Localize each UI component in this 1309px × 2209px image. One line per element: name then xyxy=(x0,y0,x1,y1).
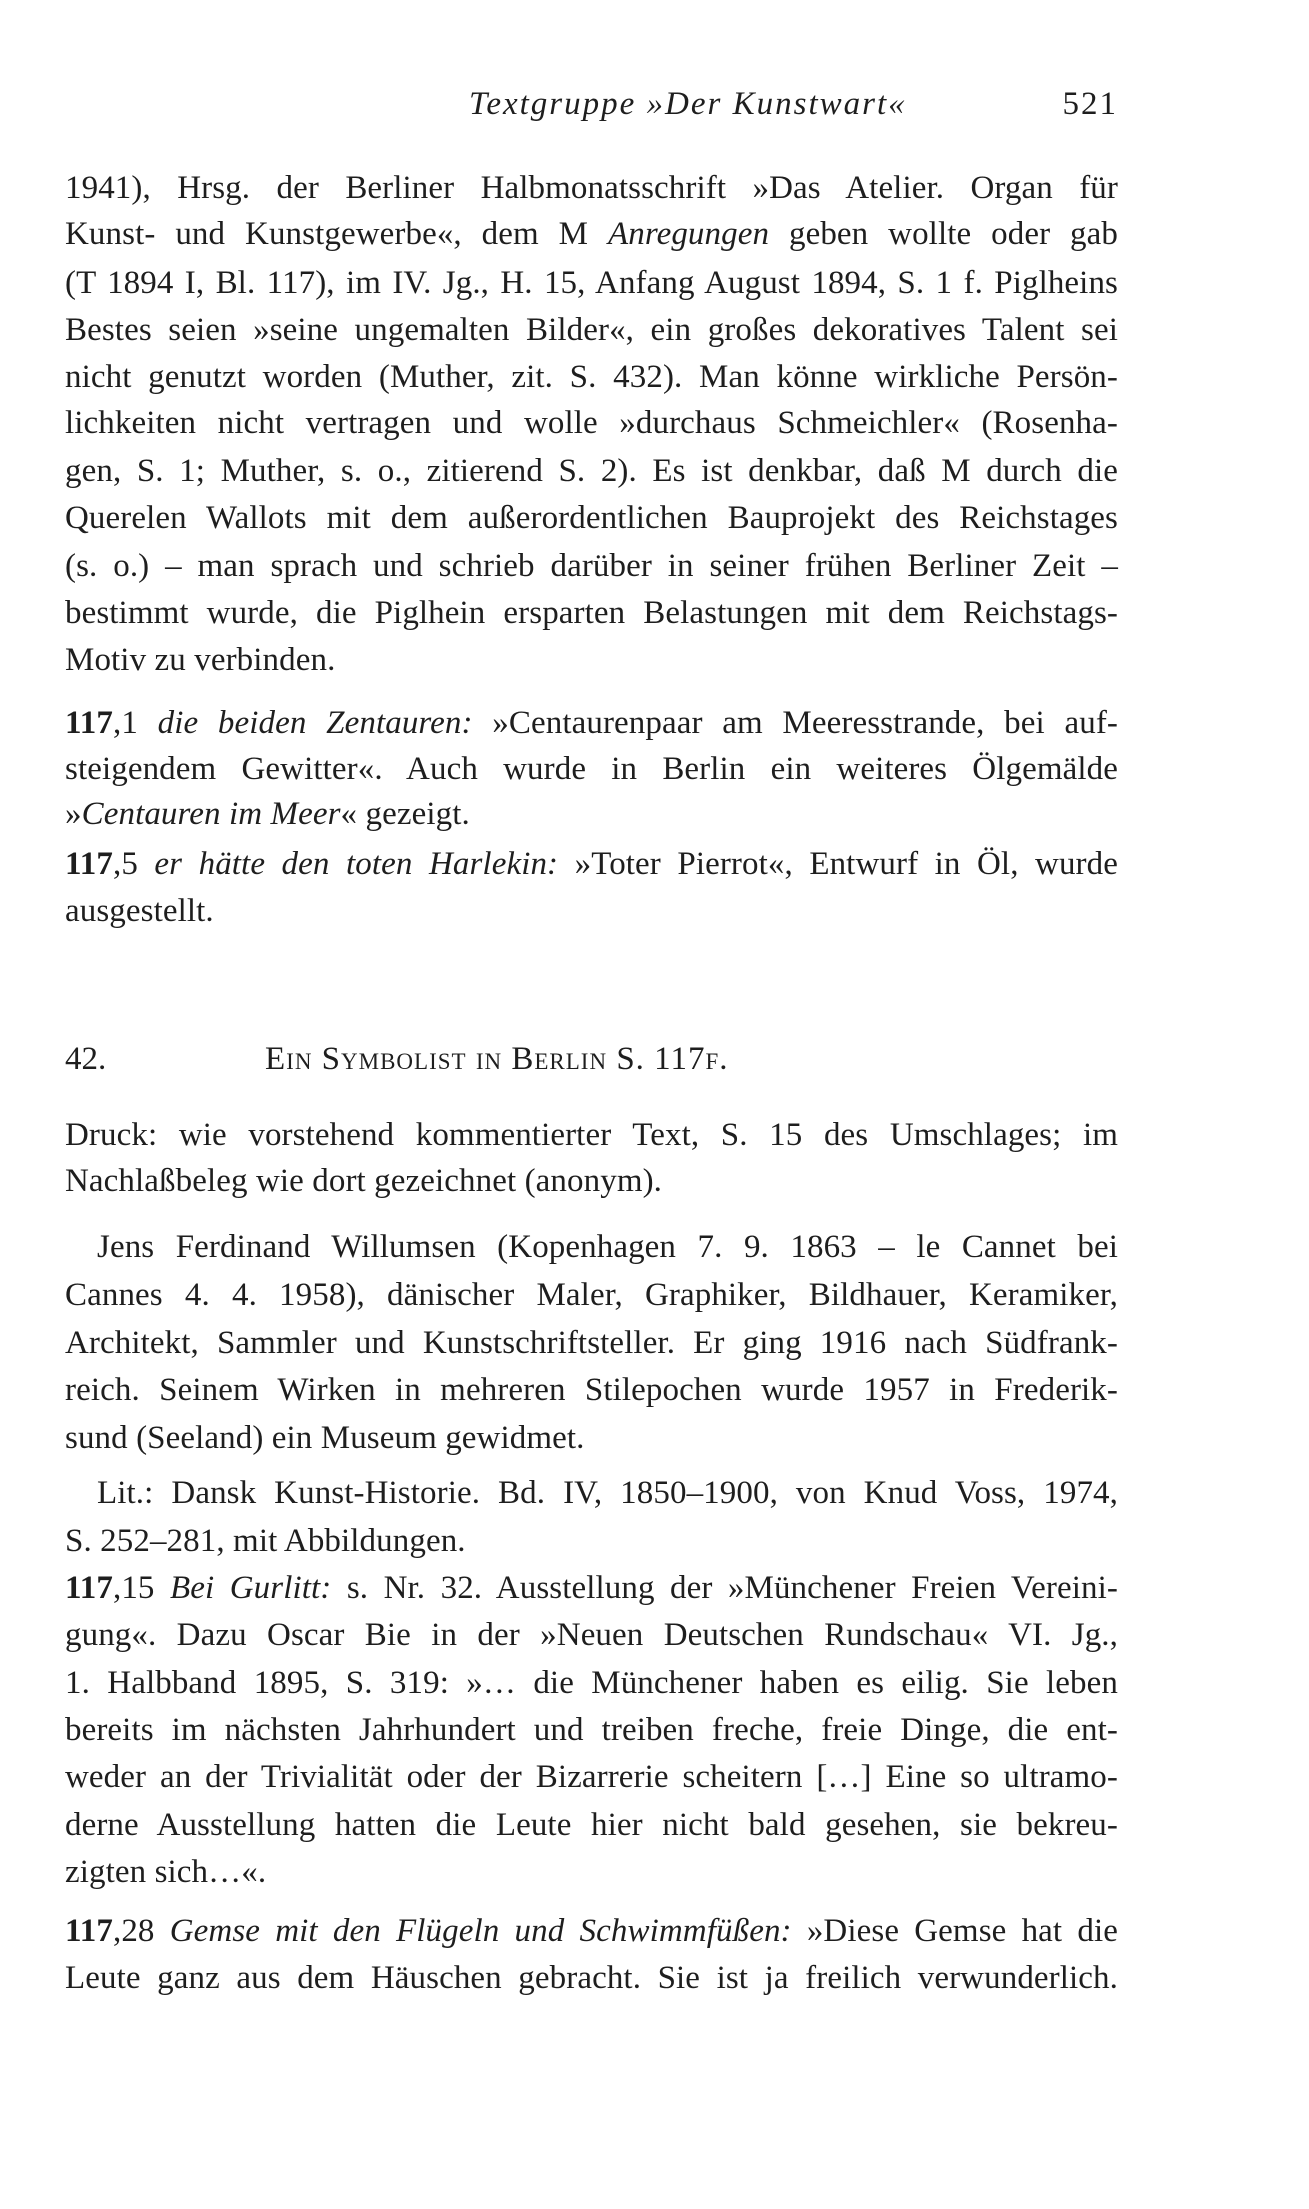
text-run: »Diese Gemse hat die xyxy=(791,1913,1119,1949)
text-run: gen, S. 1; Muther, s. o., zitierend S. 2). Es ist denkbar, daß M durch die xyxy=(65,453,1118,489)
running-head: Textgruppe »Der Kunstwart« xyxy=(469,86,907,122)
text-line xyxy=(97,1227,1118,1267)
text-run: Jens Ferdinand Willumsen (Kopenhagen 7. 9. 1863 – le Cannet bei xyxy=(97,1229,1118,1265)
text-line xyxy=(65,168,1118,208)
section-title: Ein Symbolist in Berlin S. 117f. xyxy=(265,1041,729,1077)
text-run: sund (Seeland) ein Museum gewidmet. xyxy=(65,1420,585,1456)
text-run: Druck: wie vorstehend kommentierter Text, S. 15 des Umschlages; im xyxy=(65,1117,1118,1153)
text-run: Motiv zu verbinden. xyxy=(65,642,336,678)
text-line xyxy=(65,357,1118,397)
text-line xyxy=(65,1710,1118,1750)
text-run: (s. o.) – man sprach und schrieb darüber in seiner frühen Berliner Zeit – xyxy=(65,548,1118,584)
text-run: ,28 xyxy=(112,1913,170,1949)
text-line xyxy=(65,891,1118,931)
text-run: Querelen Wallots mit dem außerordentlichen Bauprojekt des Reichstages xyxy=(65,500,1118,536)
text-run: S. 252–281, mit Abbildungen. xyxy=(65,1523,466,1559)
text-run: Bestes seien »seine ungemalten Bilder«, ein großes dekoratives Talent sei xyxy=(65,312,1118,348)
text-line xyxy=(65,794,1118,834)
text-line xyxy=(65,1757,1118,1797)
text-run: 1941), Hrsg. der Berliner Halbmonatsschrift »Das Atelier. Organ für xyxy=(65,170,1118,206)
lemma-reference: 117 xyxy=(65,846,113,882)
text-run: ,5 xyxy=(112,846,155,882)
text-run: lichkeiten nicht vertragen und wolle »durchaus Schmeichler« (Rosenha- xyxy=(65,405,1118,441)
lemma-text: Gemse mit den Flügeln und Schwimmfüßen: xyxy=(169,1913,792,1949)
text-line xyxy=(65,1615,1118,1655)
text-run: Kunst- und Kunstgewerbe«, dem M xyxy=(65,216,608,252)
text-run: weder an der Trivialität oder der Bizarrerie scheitern […] Eine so ultramo- xyxy=(65,1759,1118,1795)
text-line xyxy=(65,263,1118,303)
text-run: Lit.: Dansk Kunst-Historie. Bd. IV, 1850–1900, von Knud Voss, 1974, xyxy=(97,1475,1118,1511)
text-run: s. Nr. 32. Ausstellung der »Münchener Freien Vereini- xyxy=(331,1570,1118,1606)
text-line xyxy=(65,749,1118,789)
lemma-reference: 117 xyxy=(65,1570,113,1606)
text-run: Cannes 4. 4. 1958), dänischer Maler, Graphiker, Bildhauer, Keramiker, xyxy=(65,1277,1118,1313)
text-run: 1. Halbband 1895, S. 319: »… die Münchener haben es eilig. Sie leben xyxy=(65,1665,1118,1701)
lemma-text: er hätte den toten Harlekin: xyxy=(154,846,559,882)
lemma-reference: 117 xyxy=(65,705,113,741)
text-line xyxy=(65,310,1118,350)
text-run: (T 1894 I, Bl. 117), im IV. Jg., H. 15, Anfang August 1894, S. 1 f. Piglheins xyxy=(65,265,1118,301)
text-line xyxy=(65,1958,1118,1998)
text-run: geben wollte oder gab xyxy=(769,216,1118,252)
text-line xyxy=(65,1275,1118,1315)
text-run: Nachlaßbeleg wie dort gezeichnet (anonym). xyxy=(65,1163,663,1199)
text-line xyxy=(65,1852,1118,1892)
text-line xyxy=(65,546,1118,586)
text-line xyxy=(65,1370,1118,1410)
text-line xyxy=(65,214,1118,254)
lemma-reference: 117 xyxy=(65,1913,113,1949)
text-run: « gezeigt. xyxy=(340,796,470,832)
text-line xyxy=(65,1663,1118,1703)
text-run: bereits im nächsten Jahrhundert und treiben freche, freie Dinge, die ent- xyxy=(65,1712,1118,1748)
text-run: reich. Seinem Wirken in mehreren Stilepochen wurde 1957 in Frederik- xyxy=(65,1372,1118,1408)
text-run: bestimmt wurde, die Piglhein ersparten Belastungen mit dem Reichstags- xyxy=(65,595,1118,631)
text-run: ausgestellt. xyxy=(65,893,214,929)
text-line xyxy=(65,451,1118,491)
text-run: nicht genutzt worden (Muther, zit. S. 432). Man könne wirkliche Persön- xyxy=(65,359,1118,395)
text-line xyxy=(65,640,1118,680)
page-number: 521 xyxy=(1062,86,1118,122)
text-line xyxy=(65,844,1118,884)
text-line xyxy=(65,1805,1118,1845)
text-line xyxy=(65,593,1118,633)
text-line xyxy=(65,1418,1118,1458)
text-line xyxy=(65,498,1118,538)
lemma-text: Bei Gurlitt: xyxy=(170,1570,332,1606)
text-run: Architekt, Sammler und Kunstschriftsteller. Er ging 1916 nach Südfrank- xyxy=(65,1325,1118,1361)
text-line xyxy=(65,1115,1118,1155)
text-line xyxy=(97,1473,1118,1513)
lemma-text: die beiden Zentauren: xyxy=(157,705,473,741)
text-line xyxy=(65,1568,1118,1608)
lemma-text: Centauren im Meer xyxy=(81,796,341,832)
text-run: gung«. Dazu Oscar Bie in der »Neuen Deutschen Rundschau« VI. Jg., xyxy=(65,1617,1118,1653)
text-run: » xyxy=(65,796,82,832)
text-line xyxy=(65,1323,1118,1363)
text-run: zigten sich…«. xyxy=(65,1854,267,1890)
text-line xyxy=(65,1161,1118,1201)
text-line xyxy=(65,1521,1118,1561)
text-line xyxy=(65,1911,1118,1951)
text-run: Leute ganz aus dem Häuschen gebracht. Sie ist ja freilich verwunderlich. xyxy=(65,1960,1118,1996)
text-run: ,15 xyxy=(112,1570,170,1606)
text-run: »Toter Pierrot«, Entwurf in Öl, wurde xyxy=(558,846,1118,882)
text-run: »Centaurenpaar am Meeresstrande, bei auf- xyxy=(472,705,1118,741)
text-run: derne Ausstellung hatten die Leute hier nicht bald gesehen, sie bekreu- xyxy=(65,1807,1118,1843)
section-number: 42. xyxy=(65,1041,107,1077)
lemma-text: Anregungen xyxy=(608,216,770,252)
text-line xyxy=(65,403,1118,443)
text-run: ,1 xyxy=(112,705,158,741)
text-line xyxy=(65,703,1118,743)
text-run: steigendem Gewitter«. Auch wurde in Berlin ein weiteres Ölgemälde xyxy=(65,751,1118,787)
